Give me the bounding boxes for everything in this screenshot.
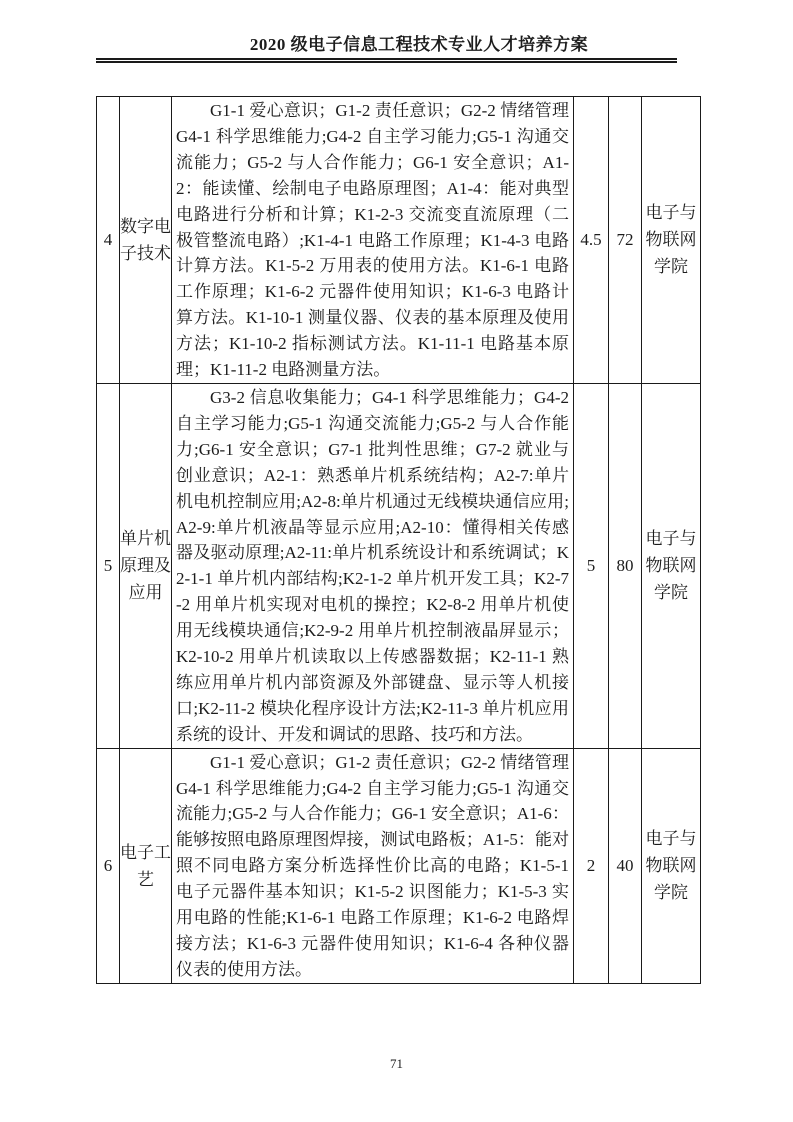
description-text: G3-2 信息收集能力；G4-1 科学思维能力；G4-2 自主学习能力;G5-1 沟通交流能力;G5-2 与人合作能力;G6-1 安全意识；G7-1 批判性思维；G7-2 就业与创业意识；A2-1：熟悉单片机系统结构；A2-7:单片机电机控制应用;A2-8:单片机通过无线模块通信应用;A2-9:单片机液晶等显示应用;A2-10：懂得相关传感器及驱动原理;A2-11:单片机系统设计和系统调试；K2-1-1 单片机内部结构;K2-1-2 单片机开发工具；K2-7-2 用单片机实现对电机的操控；K2-8-2 用单片机使用无线模块通信;K2-9-2 用单片机控制液晶屏显示；K2-10-2 用单片机读取以上传感器数据；K2-11-1 熟练应用单片机内部资源及外部键盘、显示等人机接口;K2-11-2 模块化程序设计方法;K2-11-3 单片机应用系统的设计、开发和调试的思路、技巧和方法。 [176,387,569,744]
page-number: 71 [390,1056,403,1071]
course-table [96,96,701,984]
description-text: G1-1 爱心意识；G1-2 责任意识；G2-2 情绪管理 G4-1 科学思维能力;G4-2 自主学习能力;G5-1 沟通交流能力;G5-2 与人合作能力；G6-1 安全意识；A1-6：能够按照电路原理图焊接，测试电路板；A1-5：能对照不同电路方案分析选择性价比高的电路；K1-5-1 电子元器件基本知识；K1-5-2 识图能力；K1-5-3 实用电路的性能;K1-6-1 电路工作原理；K1-6-2 电路焊接方法；K1-6-3 元器件使用知识；K1-6-4 各种仪器仪表的使用方法。 [176,752,569,979]
description-cell [172,383,574,748]
description-cell [172,748,574,983]
description-text: G1-1 爱心意识；G1-2 责任意识；G2-2 情绪管理 G4-1 科学思维能力;G4-2 自主学习能力;G5-1 沟通交流能力；G5-2 与人合作能力；G6-1 安全意识；A1-2：能读懂、绘制电子电路原理图；A1-4：能对典型电路进行分析和计算；K1-2-3 交流变直流原理（二极管整流电路）;K1-4-1 电路工作原理；K1-4-3 电路计算方法。K1-5-2 万用表的使用方法。K1-6-1 电路工作原理；K1-6-2 元器件使用知识；K1-6-3 电路计算方法。K1-10-1 测量仪器、仪表的基本原理及使用方法；K1-10-2 指标测试方法。K1-11-1 电路基本原理；K1-11-2 电路测量方法。 [176,101,569,380]
description-cell [172,97,574,384]
row-number-cell: 5 [97,383,120,748]
credits-cell: 5 [574,383,609,748]
row-number-cell: 6 [97,748,120,983]
row-number-cell: 4 [97,97,120,384]
hours-cell: 40 [609,748,642,983]
page-title: 2020 级电子信息工程技术专业人才培养方案 [249,35,589,54]
credits-cell: 4.5 [574,97,609,384]
table-row [97,748,701,983]
department-cell: 电子与物联网学院 [642,383,701,748]
course-name-cell: 单片机原理及应用 [120,383,172,748]
course-name-cell: 电子工艺 [120,748,172,983]
table-row [97,383,701,748]
hours-cell: 72 [609,97,642,384]
hours-cell: 80 [609,383,642,748]
header-divider [96,58,677,63]
table-row [97,97,701,384]
credits-cell: 2 [574,748,609,983]
course-name-cell: 数字电子技术 [120,97,172,384]
department-cell: 电子与物联网学院 [642,97,701,384]
department-cell: 电子与物联网学院 [642,748,701,983]
